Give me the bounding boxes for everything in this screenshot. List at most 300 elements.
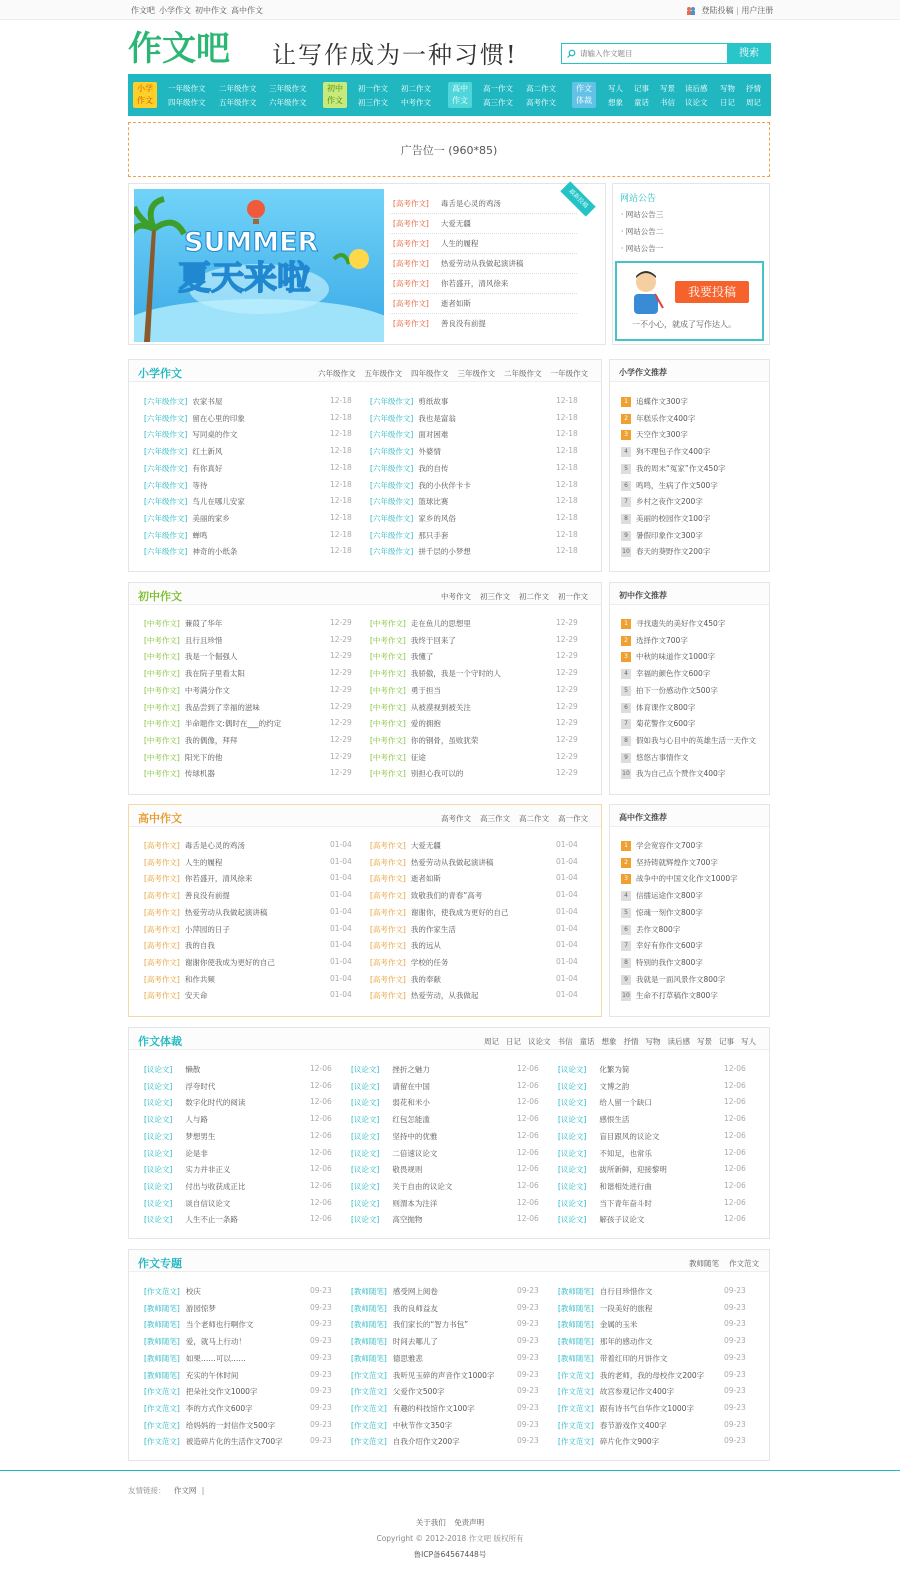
- high-rank-item[interactable]: [621, 974, 725, 985]
- middle-item-tag: [中考作文]: [144, 719, 180, 729]
- high-item-title: 热爱劳动从我做起演讲稿: [184, 907, 268, 917]
- genre-list-item[interactable]: [558, 1164, 667, 1175]
- primary-rank-item[interactable]: [621, 463, 726, 474]
- high-rank-number: 9: [621, 975, 631, 985]
- nav-link-grade2[interactable]: 二年级作文: [219, 84, 257, 93]
- middle-item-title: 中考满分作文: [184, 685, 230, 695]
- middle-item-tag: [中考作文]: [370, 719, 406, 729]
- nav-link-chu2[interactable]: 初二作文: [401, 84, 431, 93]
- topic-list-item[interactable]: [351, 1353, 423, 1364]
- primary-list-item[interactable]: [144, 396, 222, 407]
- middle-list-item[interactable]: [144, 752, 222, 763]
- nav-link-xieren[interactable]: 写人: [608, 84, 623, 93]
- topic-tab[interactable]: 教师随笔: [689, 1259, 719, 1268]
- headline-item[interactable]: [393, 258, 523, 269]
- middle-list-item[interactable]: [370, 752, 426, 763]
- headline-item[interactable]: [393, 298, 471, 309]
- primary-tab[interactable]: 三年级作文: [457, 369, 495, 378]
- high-list-item[interactable]: [144, 907, 267, 918]
- headline-item[interactable]: [393, 278, 508, 289]
- nav-badge-high[interactable]: [448, 82, 472, 108]
- primary-list-item[interactable]: [144, 530, 207, 541]
- primary-list-item[interactable]: [370, 496, 448, 507]
- topic-list-item[interactable]: [144, 1386, 257, 1397]
- top-link-high[interactable]: 高中作文: [231, 6, 263, 15]
- topic-item-date: 09-23: [310, 1419, 332, 1429]
- primary-tab[interactable]: 二年级作文: [504, 369, 542, 378]
- middle-rank-number: 6: [621, 703, 631, 713]
- topic-item-title: 有趣的科技馆作文100字: [392, 1403, 475, 1413]
- genre-item-title: 人生不止一条路: [185, 1215, 238, 1225]
- genre-tab[interactable]: 记事: [719, 1037, 734, 1046]
- middle-tab[interactable]: 中考作文: [441, 592, 471, 601]
- middle-item-tag: [中考作文]: [144, 635, 180, 645]
- primary-list-item[interactable]: [370, 513, 456, 524]
- register-link[interactable]: 用户注册: [741, 6, 774, 15]
- nav-link-yilunwen[interactable]: 议论文: [685, 98, 708, 107]
- middle-item-date: 12-29: [556, 618, 578, 627]
- primary-list-item[interactable]: [370, 530, 448, 541]
- middle-list-item[interactable]: [370, 718, 441, 729]
- user-links: [686, 5, 773, 16]
- high-rank-item[interactable]: [621, 957, 703, 968]
- genre-list-item[interactable]: [558, 1064, 629, 1075]
- middle-list-item[interactable]: [144, 718, 281, 729]
- high-list-item[interactable]: [370, 857, 493, 868]
- primary-list-item[interactable]: [144, 496, 245, 507]
- high-item-title: 安天命: [184, 991, 208, 1001]
- middle-list-item[interactable]: [144, 735, 237, 746]
- middle-list-item[interactable]: [370, 635, 456, 646]
- primary-list-item[interactable]: [144, 429, 237, 440]
- genre-list-item[interactable]: [351, 1164, 422, 1175]
- primary-rank-number: 2: [621, 414, 631, 424]
- genre-list-item[interactable]: [351, 1114, 430, 1125]
- genre-tab[interactable]: 童话: [579, 1037, 595, 1046]
- primary-rank-item[interactable]: [621, 480, 718, 491]
- middle-item-tag: [中考作文]: [370, 735, 406, 745]
- middle-rank-text: 寻找遗失的美好作文450字: [636, 619, 726, 628]
- genre-list-item[interactable]: [351, 1131, 437, 1142]
- topic-item-title: 碎片化作文900字: [599, 1437, 660, 1447]
- high-rank-item[interactable]: [621, 890, 703, 901]
- genre-list-item[interactable]: [558, 1114, 629, 1125]
- genre-list-item[interactable]: [144, 1081, 215, 1092]
- middle-rank-number: 9: [621, 753, 631, 763]
- primary-item-date: 12-18: [330, 496, 352, 506]
- high-list-item[interactable]: [144, 924, 230, 935]
- topic-list-item[interactable]: [351, 1303, 438, 1314]
- primary-rank-item[interactable]: [621, 546, 710, 557]
- genre-item-date: 12-06: [724, 1130, 746, 1140]
- middle-list-item[interactable]: [144, 618, 222, 629]
- genre-list-item[interactable]: [351, 1097, 430, 1108]
- high-tab[interactable]: 高考作文: [441, 814, 471, 823]
- nav-link-riji[interactable]: 日记: [720, 98, 735, 107]
- genre-list-item[interactable]: [351, 1198, 437, 1209]
- high-list-item[interactable]: [370, 924, 456, 935]
- top-link-home[interactable]: 作文吧: [131, 6, 155, 15]
- genre-list-item[interactable]: [351, 1148, 437, 1159]
- middle-list-item[interactable]: [370, 618, 471, 629]
- primary-item-title: 篮球比赛: [418, 497, 449, 507]
- topic-list-item[interactable]: [144, 1336, 246, 1347]
- nav-link-gao3[interactable]: 高三作文: [483, 98, 513, 107]
- middle-item-title: 半命题作文:偶时在___的约定: [184, 719, 282, 729]
- middle-rank-item[interactable]: [621, 735, 756, 746]
- genre-tab[interactable]: 周记: [484, 1037, 499, 1046]
- nav-link-grade5[interactable]: 五年级作文: [219, 98, 257, 107]
- divider: [390, 273, 577, 274]
- genre-list-item[interactable]: [144, 1097, 245, 1108]
- topic-list-item[interactable]: [558, 1303, 652, 1314]
- middle-list-item[interactable]: [370, 651, 433, 662]
- genre-list-item[interactable]: [144, 1148, 208, 1159]
- nav-link-jishi[interactable]: 记事: [634, 84, 649, 93]
- middle-list-item[interactable]: [144, 685, 230, 696]
- nav-link-gao1[interactable]: 高一作文: [483, 84, 513, 93]
- genre-tab[interactable]: 写景: [697, 1037, 712, 1046]
- high-rank-title: 高中作文推荐: [619, 813, 667, 822]
- primary-list-item[interactable]: [370, 463, 448, 474]
- primary-rank-item[interactable]: [621, 513, 710, 524]
- about-link[interactable]: 关于我们: [415, 1518, 446, 1527]
- topic-list-item[interactable]: [351, 1420, 452, 1431]
- primary-list-item[interactable]: [370, 429, 448, 440]
- genre-item-title: 人与路: [185, 1115, 208, 1125]
- high-list-item[interactable]: [144, 890, 230, 901]
- middle-rank-item[interactable]: [621, 635, 688, 646]
- primary-list-item[interactable]: [144, 413, 245, 424]
- topic-list-item[interactable]: [558, 1336, 652, 1347]
- primary-tab[interactable]: 一年级作文: [550, 369, 588, 378]
- primary-list-item[interactable]: [144, 480, 207, 491]
- high-rank-number: 8: [621, 958, 631, 968]
- middle-rank-item[interactable]: [621, 718, 695, 729]
- genre-list-item[interactable]: [558, 1148, 652, 1159]
- primary-rank-text: 暑假印象作文300字: [636, 530, 703, 540]
- primary-rank-number: 8: [621, 514, 631, 524]
- friend-link-separator: |: [201, 1486, 205, 1495]
- headline-tag: [高考作文]: [393, 299, 429, 308]
- nav-badge-middle[interactable]: [323, 82, 347, 108]
- topic-list-item[interactable]: [144, 1420, 275, 1431]
- middle-tab[interactable]: 初三作文: [480, 592, 510, 601]
- genre-tab[interactable]: 日记: [506, 1037, 521, 1046]
- topic-list-item[interactable]: [144, 1319, 253, 1330]
- genre-list-item[interactable]: [144, 1198, 230, 1209]
- nav-link-shuqing[interactable]: 抒情: [746, 84, 761, 93]
- primary-item-date: 12-18: [556, 412, 578, 422]
- nav-link-xiewu[interactable]: 写物: [720, 84, 735, 93]
- genre-list-item[interactable]: [558, 1198, 652, 1209]
- nav-link-zhongkao[interactable]: 中考作文: [401, 98, 431, 107]
- genre-item-date: 12-06: [517, 1130, 539, 1140]
- genre-list-item[interactable]: [144, 1064, 200, 1075]
- middle-list-item[interactable]: [144, 635, 222, 646]
- nav-link-grade3[interactable]: 三年级作文: [269, 84, 307, 93]
- genre-item-tag: [议论文]: [144, 1215, 173, 1225]
- high-rank-item[interactable]: [621, 907, 703, 918]
- middle-rank-item[interactable]: [621, 702, 695, 713]
- genre-item-title: 拔所新鲜，迎接黎明: [599, 1165, 667, 1175]
- submit-card[interactable]: [615, 261, 764, 341]
- topic-list-item[interactable]: [558, 1420, 667, 1431]
- primary-tab[interactable]: 四年级作文: [411, 369, 449, 378]
- high-list-item[interactable]: [144, 974, 215, 985]
- high-rank-item[interactable]: [621, 940, 703, 951]
- nav-link-grade1[interactable]: 一年级作文: [168, 84, 206, 93]
- topic-list-item[interactable]: [351, 1386, 445, 1397]
- genre-list-item[interactable]: [351, 1081, 430, 1092]
- friend-link[interactable]: 作文网: [173, 1486, 197, 1495]
- topic-list-item[interactable]: [558, 1319, 637, 1330]
- high-list-item[interactable]: [370, 907, 508, 918]
- top-link-primary[interactable]: 小学作文: [159, 6, 191, 15]
- topic-list-item[interactable]: [144, 1370, 238, 1381]
- primary-list-item[interactable]: [144, 513, 230, 524]
- genre-list-item[interactable]: [144, 1181, 245, 1192]
- middle-rank-item[interactable]: [621, 752, 689, 763]
- search-button[interactable]: 搜索: [727, 43, 771, 64]
- primary-item-title: 拼千层的小梦想: [418, 547, 471, 557]
- disclaimer-link[interactable]: 免责声明: [454, 1518, 485, 1527]
- topic-item-tag: [教师随笔]: [144, 1353, 180, 1363]
- high-list-item[interactable]: [144, 957, 275, 968]
- primary-rank-item[interactable]: [621, 496, 703, 507]
- genre-item-title: 弱花和米小: [392, 1098, 430, 1108]
- primary-list-item[interactable]: [144, 546, 237, 557]
- primary-tab[interactable]: 六年级作文: [318, 369, 356, 378]
- genre-tab[interactable]: 读后感: [667, 1037, 690, 1046]
- middle-list-item[interactable]: [370, 702, 471, 713]
- headline-text: 大爱无疆: [440, 219, 471, 228]
- notice-item[interactable]: · 网站公告二: [621, 227, 664, 236]
- genre-tab[interactable]: 书信: [557, 1037, 573, 1046]
- topic-list-item[interactable]: [351, 1319, 468, 1330]
- middle-item-date: 12-29: [330, 684, 352, 694]
- high-rank-item[interactable]: [621, 857, 718, 868]
- genre-list-item[interactable]: [351, 1064, 430, 1075]
- nav-link-tonghua[interactable]: 童话: [634, 98, 649, 107]
- nav-badge-genre[interactable]: [572, 82, 596, 108]
- nav-link-chu3[interactable]: 初三作文: [358, 98, 388, 107]
- middle-tab[interactable]: 初一作文: [558, 592, 588, 601]
- high-tab[interactable]: 高二作文: [519, 814, 549, 823]
- genre-tab[interactable]: 写人: [741, 1037, 756, 1046]
- middle-list-item[interactable]: [144, 668, 245, 679]
- high-list-item[interactable]: [370, 990, 478, 1001]
- genre-tab[interactable]: 抒情: [623, 1037, 639, 1046]
- primary-list-item[interactable]: [370, 480, 471, 491]
- headline-item[interactable]: [393, 238, 478, 249]
- genre-list-item[interactable]: [144, 1214, 238, 1225]
- middle-rank-item[interactable]: [621, 768, 725, 779]
- notice-item[interactable]: · 网站公告三: [621, 210, 664, 219]
- nav-link-gaokao[interactable]: 高考作文: [526, 98, 556, 107]
- nav-link-xiejing[interactable]: 写景: [660, 84, 675, 93]
- high-list-item[interactable]: [370, 940, 441, 951]
- primary-list-item[interactable]: [144, 446, 222, 457]
- middle-rank-item[interactable]: [621, 618, 725, 629]
- primary-item-date: 12-18: [556, 396, 578, 405]
- genre-tab[interactable]: 写物: [645, 1037, 661, 1046]
- headline-item[interactable]: [393, 218, 471, 229]
- middle-list-item[interactable]: [144, 702, 260, 713]
- primary-item-tag: [六年级作文]: [144, 463, 188, 473]
- site-logo[interactable]: [128, 26, 258, 68]
- topic-list-item[interactable]: [144, 1286, 201, 1297]
- high-rank-item[interactable]: [621, 873, 738, 884]
- high-rank-item[interactable]: [621, 840, 703, 851]
- search-input[interactable]: [580, 47, 725, 60]
- headline-tag: [高考作文]: [393, 239, 429, 248]
- middle-item-date: 12-29: [556, 651, 578, 661]
- high-list-item[interactable]: [144, 873, 252, 884]
- middle-list-item[interactable]: [370, 668, 501, 679]
- middle-rank-item[interactable]: [621, 668, 710, 679]
- topic-list-item[interactable]: [144, 1353, 246, 1364]
- high-list-item[interactable]: [370, 890, 482, 901]
- headline-tag: [高考作文]: [393, 219, 429, 228]
- genre-list-item[interactable]: [351, 1214, 422, 1225]
- high-item-date: 01-04: [330, 956, 352, 966]
- login-link[interactable]: 登陆投稿: [701, 6, 734, 15]
- nav-link-shuxin[interactable]: 书信: [660, 98, 675, 107]
- primary-rank-item[interactable]: [621, 429, 688, 440]
- genre-item-title: 请留在中国: [392, 1081, 430, 1091]
- genre-item-title: 付出与收获成正比: [185, 1181, 246, 1191]
- topic-list-item[interactable]: [558, 1386, 674, 1397]
- high-rank-number: 1: [621, 841, 631, 851]
- topic-tab[interactable]: 作文范文: [729, 1259, 759, 1268]
- high-item-title: 大爱无疆: [410, 841, 441, 850]
- genre-list-item[interactable]: [144, 1114, 208, 1125]
- footer: [0, 1470, 900, 1573]
- high-list-item[interactable]: [370, 974, 441, 985]
- middle-rank-item[interactable]: [621, 685, 718, 696]
- topic-list-item[interactable]: [558, 1403, 694, 1414]
- genre-list-item[interactable]: [144, 1131, 215, 1142]
- topic-list-item[interactable]: [558, 1286, 652, 1297]
- genre-item-title: 则渭本为注洋: [392, 1198, 438, 1208]
- topic-list-item[interactable]: [351, 1403, 475, 1414]
- high-tab[interactable]: 高一作文: [558, 814, 588, 823]
- high-list-item[interactable]: [370, 873, 441, 884]
- high-item-tag: [高考作文]: [370, 924, 406, 934]
- high-list-item[interactable]: [144, 857, 222, 868]
- headline-item[interactable]: [393, 318, 486, 329]
- middle-item-tag: [中考作文]: [144, 652, 180, 662]
- high-list-item[interactable]: [144, 940, 215, 951]
- topic-list-item[interactable]: [351, 1436, 460, 1447]
- genre-list-item[interactable]: [558, 1181, 652, 1192]
- middle-list-item[interactable]: [144, 651, 237, 662]
- nav-link-grade4[interactable]: 四年级作文: [168, 98, 206, 107]
- middle-list-item[interactable]: [144, 768, 215, 779]
- genre-item-tag: [议论文]: [144, 1065, 173, 1074]
- topic-list-item[interactable]: [558, 1436, 659, 1447]
- topic-list-item[interactable]: [558, 1370, 704, 1381]
- primary-item-title: 写同桌的作文: [192, 430, 238, 440]
- nav-link-xiangxiang[interactable]: 想象: [608, 98, 623, 107]
- top-link-middle[interactable]: 初中作文: [195, 6, 227, 15]
- middle-item-date: 12-29: [556, 751, 578, 761]
- genre-list-item[interactable]: [144, 1164, 230, 1175]
- topic-list-item[interactable]: [351, 1370, 494, 1381]
- middle-tab[interactable]: 初二作文: [519, 592, 549, 601]
- high-rank-item[interactable]: [621, 990, 718, 1001]
- topic-list-item[interactable]: [144, 1403, 253, 1414]
- high-list-item[interactable]: [370, 840, 441, 851]
- middle-list-item[interactable]: [370, 768, 463, 779]
- primary-rank-item[interactable]: [621, 413, 695, 424]
- genre-list-item[interactable]: [558, 1214, 644, 1225]
- high-rank-item[interactable]: [621, 924, 680, 935]
- primary-tab[interactable]: 五年级作文: [364, 369, 402, 378]
- genre-list-item[interactable]: [558, 1097, 652, 1108]
- primary-item-date: 12-18: [330, 446, 352, 456]
- topic-header-bar: [129, 1250, 769, 1272]
- primary-list-item[interactable]: [370, 546, 471, 557]
- topic-list-item[interactable]: [144, 1303, 216, 1314]
- topic-list-item[interactable]: [144, 1436, 283, 1447]
- high-list-item[interactable]: [370, 957, 448, 968]
- middle-item-tag: [中考作文]: [370, 685, 406, 695]
- nav-link-zhouji[interactable]: 周记: [746, 98, 761, 107]
- primary-rank-item[interactable]: [621, 396, 688, 407]
- high-rank-number: 6: [621, 925, 631, 935]
- high-tab[interactable]: 高三作文: [480, 814, 510, 823]
- middle-rank-item[interactable]: [621, 651, 715, 662]
- banner-image[interactable]: [134, 189, 384, 342]
- nav-link-duhougan[interactable]: 读后感: [685, 84, 708, 93]
- nav-link-chu1[interactable]: 初一作文: [358, 84, 388, 93]
- genre-list-item[interactable]: [558, 1081, 629, 1092]
- genre-list-item[interactable]: [351, 1181, 452, 1192]
- primary-rank-title: 小学作文推荐: [619, 368, 667, 377]
- genre-tab[interactable]: 议论文: [528, 1037, 551, 1046]
- nav-link-grade6[interactable]: 六年级作文: [269, 98, 307, 107]
- headline-item[interactable]: [393, 198, 501, 209]
- topic-list-item[interactable]: [351, 1286, 438, 1297]
- primary-list-item[interactable]: [370, 396, 448, 407]
- nav-link-gao2[interactable]: 高二作文: [526, 84, 556, 93]
- primary-rank-item[interactable]: [621, 446, 710, 457]
- ad-slot[interactable]: [128, 122, 770, 177]
- primary-list-item[interactable]: [370, 413, 456, 424]
- genre-tab[interactable]: 想象: [601, 1037, 617, 1046]
- genre-item-tag: [议论文]: [351, 1165, 380, 1175]
- genre-item-date: 12-06: [310, 1147, 332, 1157]
- high-list-item[interactable]: [144, 840, 245, 851]
- topic-item-tag: [教师随笔]: [558, 1320, 594, 1330]
- notice-item[interactable]: · 网站公告一: [621, 244, 664, 253]
- high-item-title: 我的远从: [410, 941, 441, 951]
- topic-list-item[interactable]: [558, 1353, 667, 1364]
- high-list-item[interactable]: [144, 990, 207, 1001]
- submit-button[interactable]: 我要投稿: [675, 281, 749, 303]
- primary-rank-item[interactable]: [621, 530, 703, 541]
- primary-list-item[interactable]: [370, 446, 441, 457]
- middle-list-item[interactable]: [370, 735, 478, 746]
- genre-list-item[interactable]: [558, 1131, 659, 1142]
- topic-list-item[interactable]: [351, 1336, 438, 1347]
- high-rank-text: 我就是一面风景作文800字: [636, 974, 726, 984]
- nav-badge-primary[interactable]: [133, 82, 157, 108]
- primary-list-item[interactable]: [144, 463, 222, 474]
- middle-list-item[interactable]: [370, 685, 441, 696]
